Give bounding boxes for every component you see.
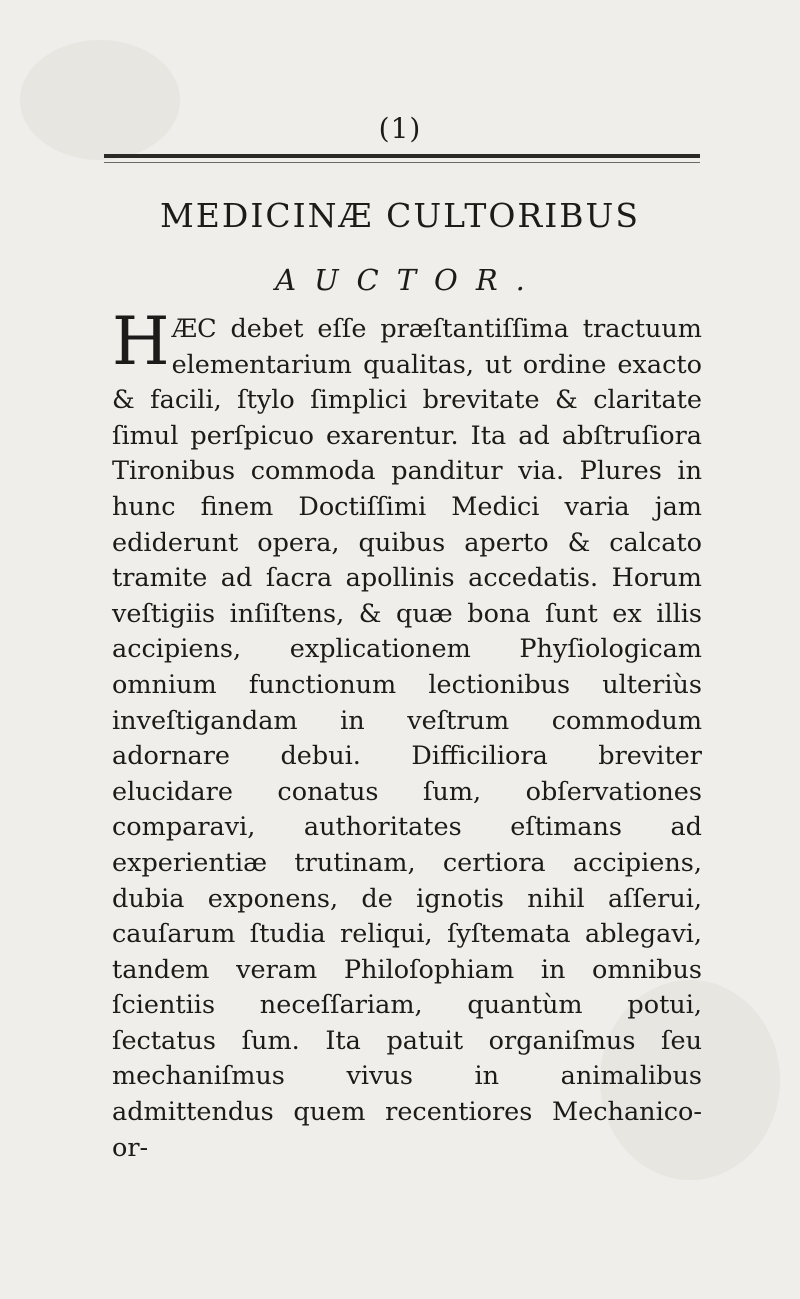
page-subtitle: AUCTOR. [275, 263, 543, 297]
drop-cap-initial: H [112, 303, 170, 380]
body-paragraph [112, 303, 702, 1166]
header-rule [104, 154, 700, 158]
page-title: MEDICINÆ CULTORIBUS [160, 196, 640, 235]
header-rule-thin [104, 162, 700, 163]
body-text: ÆC debet eſſe præſtantiſſima tractuum elementarium qualitas, ut ordine exacto & facili, ſtylo ſimplici brevitate & claritate ſimul perſpicuo exarentur. Ita ad abſtruſiora Tironibus commoda panditur via. Plures in hunc finem Doctiſſimi Medici varia jam ediderunt opera, quibus aperto & calcato tramite ad ſacra apollinis accedatis. Horum veſtigiis inſiſtens, & quæ bona ſunt ex illis accipiens, explicationem Phyſiologicam omnium functionum lectionibus ulteriùs inveſtigandam in veſtrum commodum adornare debui. Difficiliora breviter elucidare conatus ſum, obſervationes comparavi, authoritates eſtimans ad experientiæ trutinam, certiora accipiens, dubia exponens, de ignotis nihil aſſerui, cauſarum ſtudia reliqui, ſyſtemata ablegavi, tandem veram Philoſophiam in omnibus ſcientiis neceſſariam, quantùm potui, ſectatus ſum. Ita patuit organiſmus ſeu mechaniſmus vivus in animalibus admittendus quem recentiores Mechanico-or- [112, 314, 702, 1163]
page-number: (1) [378, 112, 422, 145]
